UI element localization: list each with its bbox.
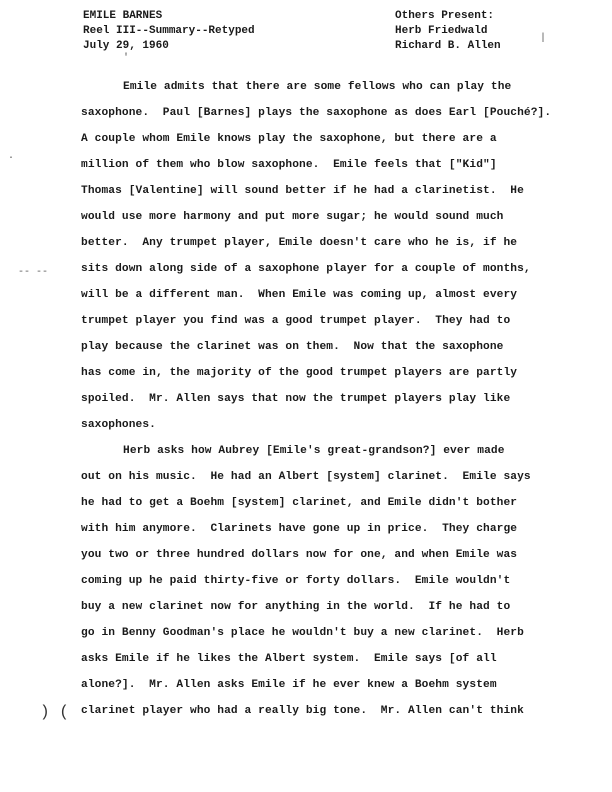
text-line: better. Any trumpet player, Emile doesn't care who he is, if he <box>81 237 518 249</box>
text-line: Thomas [Valentine] will sound better if he had a clarinetist. He <box>81 185 524 197</box>
scan-mark: -- -- <box>18 267 49 278</box>
header-interviewee-name: EMILE BARNES <box>83 10 163 22</box>
text-line: saxophones. <box>81 419 156 431</box>
text-line: spoiled. Mr. Allen says that now the trumpet players play like <box>81 393 511 405</box>
text-line: has come in, the majority of the good trumpet players are partly <box>81 367 518 379</box>
text-line: sits down along side of a saxophone player for a couple of months, <box>81 263 531 275</box>
summary-text <box>81 74 552 724</box>
text-line: go in Benny Goodman's place he wouldn't buy a new clarinet. Herb <box>81 627 524 639</box>
text-line: coming up he paid thirty-five or forty dollars. Emile wouldn't <box>81 575 511 587</box>
text-line: trumpet player you find was a good trumpet player. They had to <box>81 315 511 327</box>
text-line: you two or three hundred dollars now for one, and when Emile was <box>81 549 518 561</box>
text-line: would use more harmony and put more sugar; he would sound much <box>81 211 504 223</box>
text-line: million of them who blow saxophone. Emile feels that ["Kid"] <box>81 159 497 171</box>
text-line: Herb asks how Aubrey [Emile's great-grandson?] ever made <box>123 445 505 457</box>
scan-mark: | <box>540 33 547 44</box>
header-others-present <box>395 9 501 54</box>
text-line: Emile admits that there are some fellows who can play the <box>123 81 512 93</box>
text-line: he had to get a Boehm [system] clarinet, and Emile didn't bother <box>81 497 518 509</box>
scan-mark: ) ( <box>40 703 69 721</box>
text-line: buy a new clarinet now for anything in the world. If he had to <box>81 601 511 613</box>
text-line: alone?]. Mr. Allen asks Emile if he ever knew a Boehm system <box>81 679 497 691</box>
text-line: with him anymore. Clarinets have gone up in price. They charge <box>81 523 518 535</box>
header-date: July 29, 1960 <box>83 40 169 52</box>
scan-mark: . <box>8 151 15 162</box>
others-present-label: Others Present: <box>395 10 495 22</box>
text-line: A couple whom Emile knows play the saxophone, but there are a <box>81 133 497 145</box>
text-line: out on his music. He had an Albert [system] clarinet. Emile says <box>81 471 531 483</box>
text-line: play because the clarinet was on them. Now that the saxophone <box>81 341 504 353</box>
others-present-name-1: Herb Friedwald <box>395 25 488 37</box>
text-line: clarinet player who had a really big tone. Mr. Allen can't think <box>81 705 524 717</box>
text-line: saxophone. Paul [Barnes] plays the saxophone as does Earl [Pouché?]. <box>81 107 552 119</box>
others-present-name-2: Richard B. Allen <box>395 40 501 52</box>
header-reel-label: Reel III--Summary--Retyped <box>83 25 255 37</box>
text-line: will be a different man. When Emile was coming up, almost every <box>81 289 518 301</box>
scan-mark: ' <box>123 53 130 64</box>
header-interview-info <box>83 9 255 54</box>
text-line: asks Emile if he likes the Albert system. Emile says [of all <box>81 653 497 665</box>
